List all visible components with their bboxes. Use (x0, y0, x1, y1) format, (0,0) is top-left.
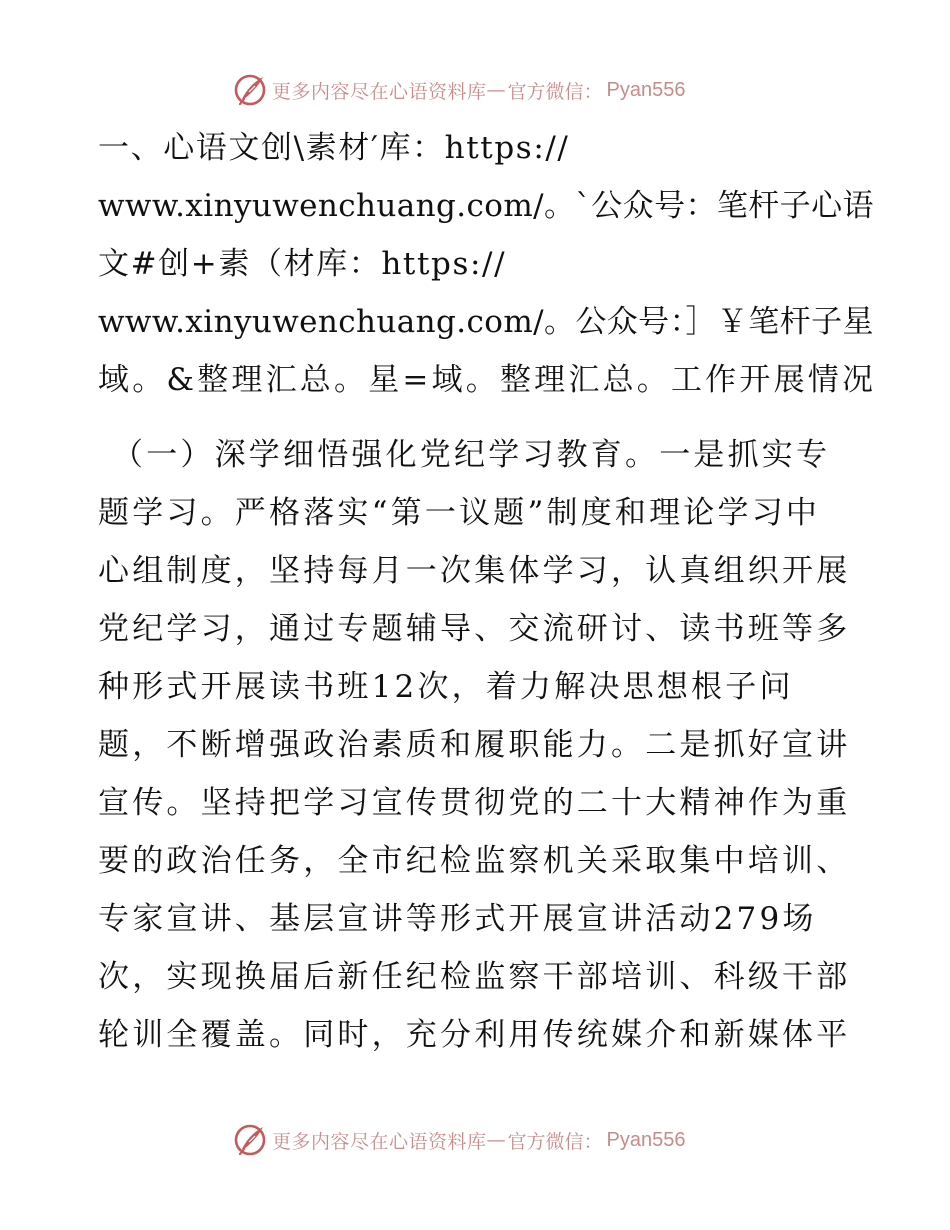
body-line: 党纪学习，通过专题辅导、交流研讨、读书班等多 (98, 611, 851, 647)
body-line: 域。&整理汇总。星=域。整理汇总。工作开展情况 (98, 362, 877, 398)
footer-banner (232, 1120, 712, 1160)
body-line: 题，不断增强政治素质和履职能力。二是抓好宣讲 (98, 727, 851, 763)
body-line: 轮训全覆盖。同时，充分利用传统媒介和新媒体平 (98, 1017, 851, 1053)
banner-separator: — (486, 79, 506, 101)
banner-wechat-label: 官方微信： (507, 80, 603, 103)
banner-wechat-id: Pyan556 (606, 1128, 686, 1151)
feather-pen-logo-icon (232, 1122, 268, 1158)
banner-wechat-id: Pyan556 (606, 78, 686, 101)
body-line: 要的政治任务，全市纪检监察机关采取集中培训、 (98, 843, 851, 879)
body-line: www.xinyuwenchuang.com/。公众号：］￥笔杆子星 (98, 304, 874, 340)
body-line: （一）深学细悟强化党纪学习教育。一是抓实专 (112, 437, 831, 473)
body-line: 心组制度，坚持每月一次集体学习，认真组织开展 (98, 553, 851, 589)
feather-pen-logo-icon (232, 72, 268, 108)
banner-wechat-label: 官方微信： (507, 1130, 603, 1153)
header-banner (232, 70, 712, 110)
body-line: 专家宣讲、基层宣讲等形式开展宣讲活动279场 (98, 901, 817, 937)
body-line: 宣传。坚持把学习宣传贯彻党的二十大精神作为重 (98, 785, 851, 821)
body-line: 一、心语文创\素材′库：https:// (98, 130, 570, 166)
banner-title: 更多内容尽在心语资料库 (272, 80, 487, 103)
banner-title: 更多内容尽在心语资料库 (272, 1130, 487, 1153)
body-line: www.xinyuwenchuang.com/。`公众号：笔杆子心语 (98, 188, 874, 224)
body-line: 文#创+素（材库：https:// (98, 246, 507, 282)
body-line: 题学习。严格落实“第一议题”制度和理论学习中 (98, 495, 821, 531)
body-line: 次，实现换届后新任纪检监察干部培训、科级干部 (98, 959, 851, 995)
body-line: 种形式开展读书班12次，着力解决思想根子问 (98, 669, 794, 705)
banner-separator: — (486, 1129, 506, 1151)
